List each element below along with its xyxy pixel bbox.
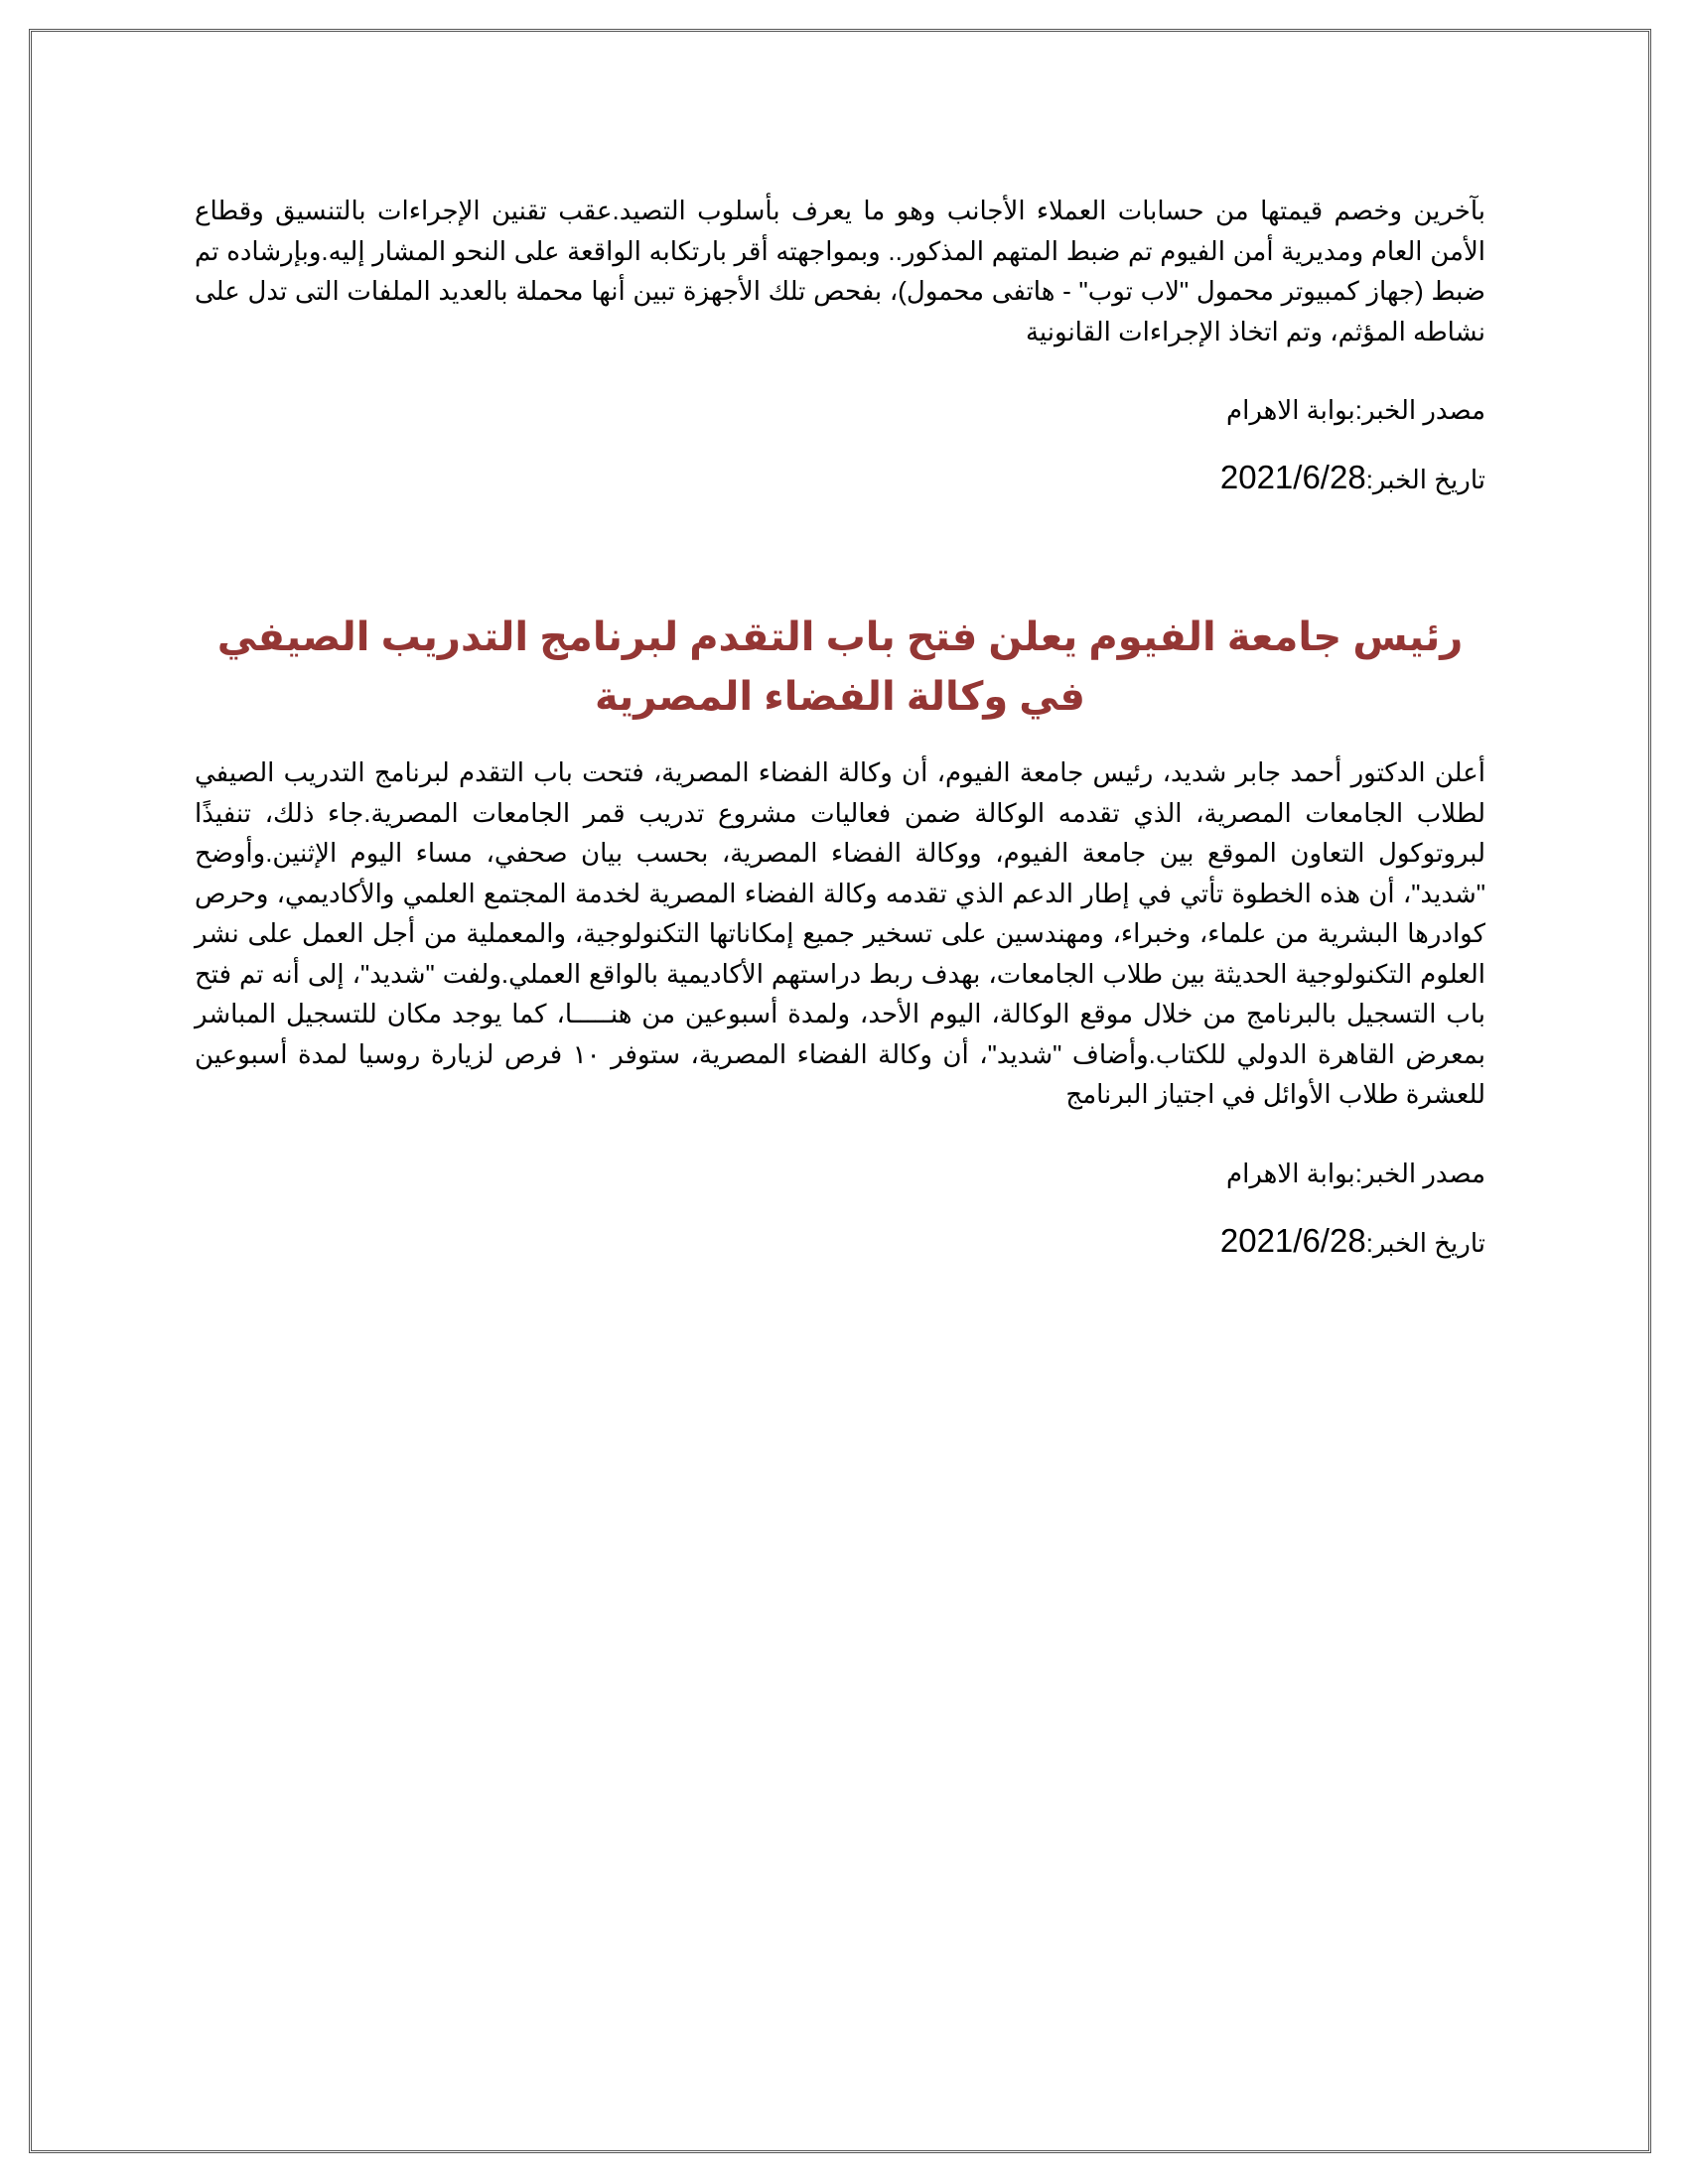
article-2-source bbox=[195, 1157, 1485, 1190]
date-value: 2021/6/28 bbox=[1219, 1221, 1366, 1259]
article-2-title: رئيس جامعة الفيوم يعلن فتح باب التقدم لبرنامج التدريب الصيفي في وكالة الفضاء المصرية bbox=[216, 615, 1464, 719]
source-value: بوابة الاهرام bbox=[1226, 395, 1355, 425]
date-label: تاريخ الخبر: bbox=[1365, 465, 1485, 494]
article-1-date bbox=[195, 461, 1485, 496]
date-value: 2021/6/28 bbox=[1219, 459, 1366, 495]
article-2-body: أعلن الدكتور أحمد جابر شديد، رئيس جامعة الفيوم، أن وكالة الفضاء المصرية، فتحت باب التقدم لبرنامج التدريب الصيفي لطلاب الجامعات المصرية، الذي تقدمه الوكالة ضمن فعاليات مشروع تدريب قمر الجامعات المصرية.جاء ذلك، تنفيذًا لبروتوكول التعاون الموقع بين جامعة الفيوم، ووكالة الفضاء المصرية، بحسب بيان صحفي، مساء اليوم الإثنين.وأوضح "شديد"، أن هذه الخطوة تأتي في إطار الدعم الذي تقدمه وكالة الفضاء المصرية لخدمة المجتمع العلمي والأكاديمي، وحرص كوادرها البشرية من علماء، وخبراء، ومهندسين على تسخير جميع إمكاناتها التكنولوجية، والمعملية من أجل العمل على نشر العلوم التكنولوجية الحديثة بين طلاب الجامعات، بهدف ربط دراستهم الأكاديمية بالواقع العملي.ولفت "شديد"، إلى أنه تم فتح باب التسجيل بالبرنامج من خلال موقع الوكالة، اليوم الأحد، ولمدة أسبوعين من هنـــــا، كما يوجد مكان للتسجيل المباشر بمعرض القاهرة الدولي للكتاب.وأضاف "شديد"، أن وكالة الفضاء المصرية، ستوفر ١٠ فرص لزيارة روسيا لمدة أسبوعين للعشرة طلاب الأوائل في اجتياز البرنامج bbox=[195, 757, 1485, 1109]
document-content bbox=[195, 191, 1485, 1260]
source-label: مصدر الخبر: bbox=[1354, 1158, 1485, 1188]
article-1-source bbox=[195, 393, 1485, 427]
article-1-body: بآخرين وخصم قيمتها من حسابات العملاء الأجانب وهو ما يعرف بأسلوب التصيد.عقب تقنين الإجراءات بالتنسيق وقطاع الأمن العام ومديرية أمن الفيوم تم ضبط المتهم المذكور.. وبمواجهته أقر بارتكابه الواقعة على النحو المشار إليه.وبإرشاده تم ضبط (جهاز كمبيوتر محمول "لاب توب" - هاتفى محمول)، بفحص تلك الأجهزة تبين أنها محملة بالعديد الملفات التى تدل على نشاطه المؤثم، وتم اتخاذ الإجراءات القانونية bbox=[195, 196, 1485, 346]
source-label: مصدر الخبر: bbox=[1354, 395, 1485, 425]
date-label: تاريخ الخبر: bbox=[1365, 1227, 1485, 1258]
source-value: بوابة الاهرام bbox=[1226, 1158, 1355, 1188]
article-2-date bbox=[195, 1221, 1485, 1260]
